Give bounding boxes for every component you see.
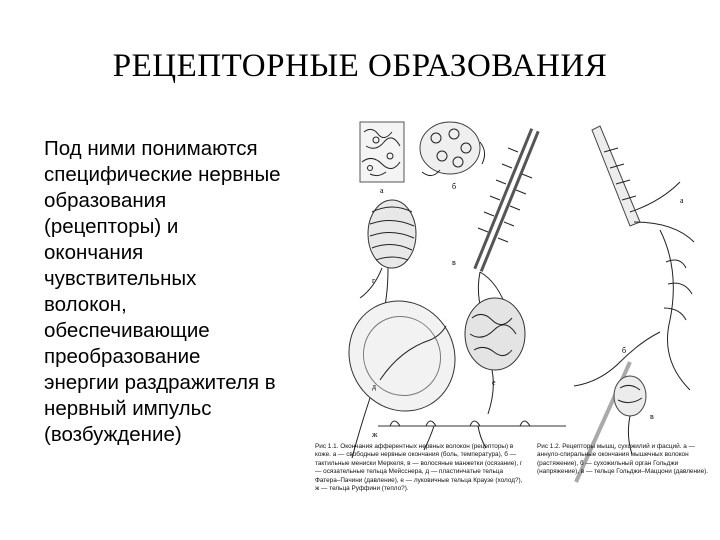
label-e: е — [492, 378, 496, 387]
meissner-corpuscle-drawing — [360, 200, 416, 318]
label-v2: в — [650, 412, 654, 421]
label-g: г — [372, 276, 376, 285]
pacinian-corpuscle-drawing — [330, 282, 475, 458]
slide-title: РЕЦЕПТОРНЫЕ ОБРАЗОВАНИЯ — [112, 48, 608, 84]
muscle-spindle-drawing — [592, 126, 694, 242]
label-d: д — [372, 382, 377, 391]
figure-caption-right: Рис 1.2. Рецепторы мышц, сухожилий и фасций. а — аннуло-спиральные окончания мышечных волокон (растяжение), б — сухожильный орган Гольджи (напряжение), в — тельце Гольджи–Маццони (давление). — [537, 443, 709, 476]
label-zh: ж — [372, 430, 378, 439]
figure-caption-left: Рис 1.1. Окончания афферентных нервных волокон (рецепторы) в коже. а — свободные нервные окончания (боль, температура), б — тактильные мениски Меркеля, в — волосяные манжетки (осязание), г — осязательные тельца Мейсснера, д — пластинчатые тельца Фатера–Пачини (давление), е — луковичные тельца Краузе (холод?), ж — тельца Руффини (тепло?). — [315, 443, 523, 493]
label-b: б — [452, 182, 457, 191]
label-b2: б — [622, 346, 627, 355]
label-a2: а — [680, 196, 684, 205]
label-a: а — [380, 186, 384, 195]
label-v: в — [452, 258, 456, 267]
krause-bulb-drawing — [465, 298, 525, 414]
definition-text: Под ними понимаются специфические нервные образования (рецепторы) и окончания чувствительных волокон, обеспечивающие преобразование энергии раздражителя в нервный импульс (возбуждение) — [44, 137, 281, 446]
free-nerve-endings-drawing — [360, 122, 404, 182]
merkel-discs-drawing — [420, 122, 485, 176]
